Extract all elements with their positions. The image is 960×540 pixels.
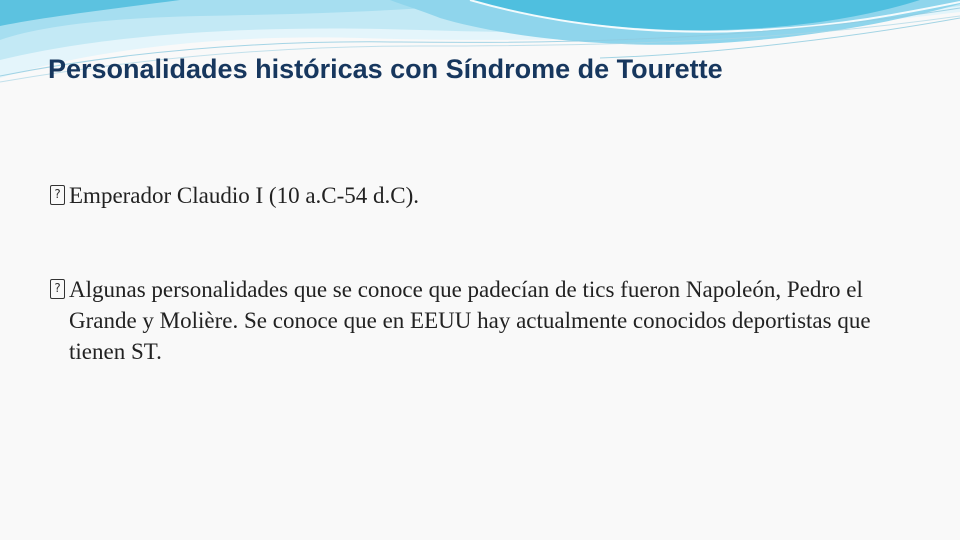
missing-glyph-box-icon: ? <box>50 185 65 205</box>
bullet-item <box>50 180 890 211</box>
bullet-text: Emperador Claudio I (10 a.C-54 d.C). <box>69 183 420 208</box>
bullet-text: Algunas personalidades que se conoce que padecían de tics fueron Napoleón, Pedro el Grande y Molière. Se conoce que en EEUU hay actualmente conocidos deportistas que tienen ST. <box>69 277 871 364</box>
bullet-list <box>50 180 890 367</box>
slide-title: Personalidades históricas con Síndrome de Tourette <box>48 54 723 84</box>
bullet-item <box>50 274 890 367</box>
missing-glyph-box-icon: ? <box>50 279 65 299</box>
